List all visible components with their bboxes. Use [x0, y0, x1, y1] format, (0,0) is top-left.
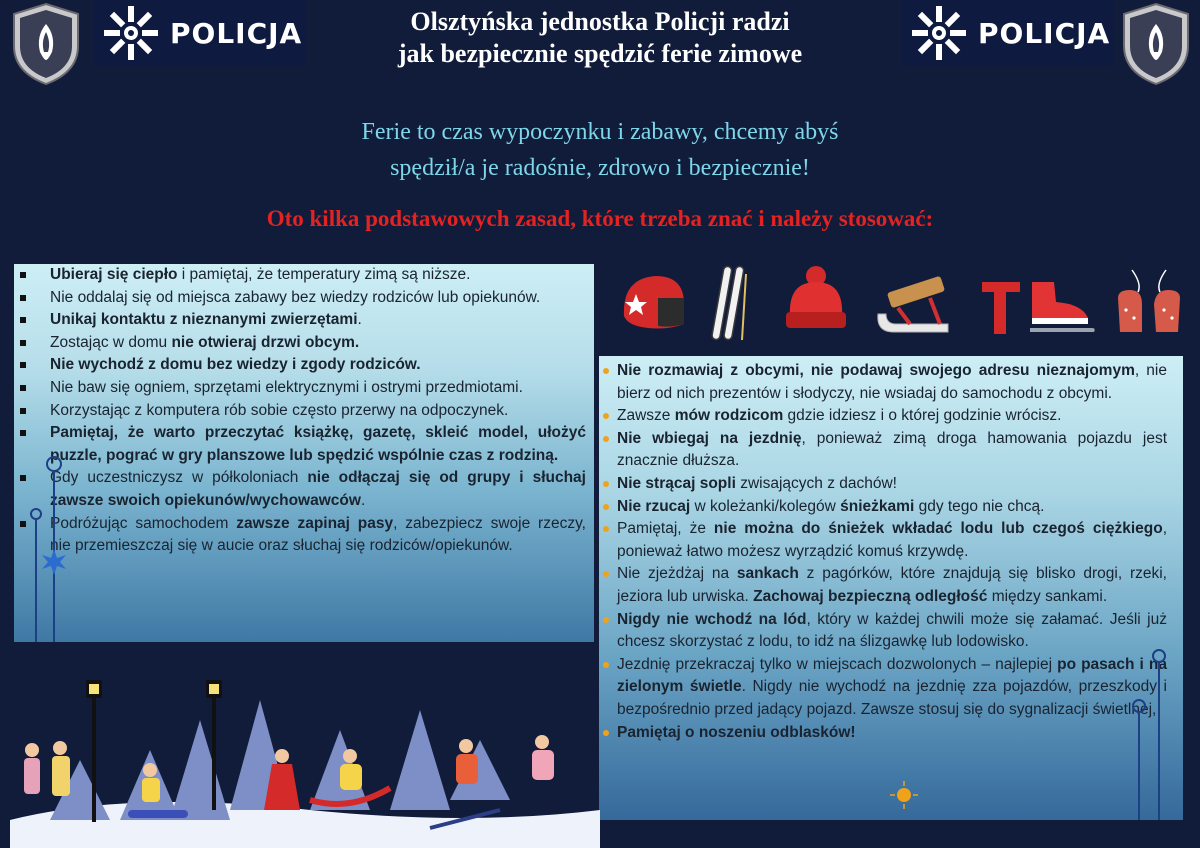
- police-star-icon: [908, 2, 970, 64]
- police-logo-text: POLICJA: [170, 16, 303, 50]
- winter-hat-icon: [780, 264, 852, 334]
- police-logo: [902, 0, 1114, 66]
- rule-text: gdzie idziesz i o której godzinie wrócisz.: [783, 407, 1062, 425]
- rule-text: , ponieważ łatwo możesz wyrządzić komuś krzywdę.: [617, 520, 1167, 560]
- rule-text: Korzystając z komputera rób sobie często przerwy na odpoczynek.: [50, 401, 509, 419]
- rule-text: Gdy uczestniczysz w półkoloniach: [50, 469, 308, 487]
- rule-text: Podróżując samochodem: [50, 514, 237, 532]
- rule-text: między sankami.: [987, 587, 1108, 605]
- rule-item: [617, 473, 1167, 496]
- rule-item: [617, 518, 1167, 563]
- rule-text: , ponieważ zimą droga hamowania pojazdu jest znacznie dłuższa.: [617, 429, 1167, 470]
- rule-item: [617, 609, 1167, 654]
- rule-text: Zawsze: [617, 407, 675, 425]
- police-star-icon: [100, 2, 162, 64]
- police-logo-text: POLICJA: [978, 16, 1111, 50]
- rule-text: , nie bierz od nich prezentów i słodyczy, nie wsiadaj do samochodu z obcymi.: [617, 362, 1167, 402]
- snowflake-decoration: [28, 454, 78, 642]
- right-rules-list: [599, 356, 1183, 744]
- sled-icon: [874, 274, 954, 336]
- rule-text: .: [357, 311, 362, 329]
- rule-item: [617, 405, 1167, 428]
- title-line: jak bezpiecznie spędzić ferie zimowe: [397, 39, 803, 68]
- rule-item: [50, 467, 586, 512]
- rule-text: .: [360, 491, 366, 509]
- rule-text: Jezdnię przekraczaj tylko w miejscach dozwolonych – najlepiej: [617, 655, 1058, 673]
- rule-emphasis: Nie rozmawiaj z obcymi, nie podawaj swojego adresu nieznajomym: [617, 362, 1135, 379]
- rules-heading: Oto kilka podstawowych zasad, które trzeba znać i należy stosować:: [266, 206, 934, 231]
- rule-text: w koleżanki/kolegów: [690, 497, 841, 515]
- intro-line: spędził/a je radośnie, zdrowo i bezpiecznie!: [390, 155, 810, 181]
- rule-item: [617, 496, 1167, 519]
- police-badge-icon: [1118, 2, 1194, 86]
- rule-item: [617, 654, 1167, 722]
- title-line: Olsztyńska jednostka Policji radzi: [410, 7, 790, 36]
- rule-item: [50, 287, 586, 310]
- rule-item: [50, 332, 586, 355]
- rule-emphasis: zawsze zapinaj pasy: [236, 514, 394, 532]
- rule-item: [50, 264, 586, 287]
- rule-text: i pamiętaj, że temperatury zimą są niższe.: [177, 266, 471, 283]
- rule-item: [50, 513, 586, 558]
- rule-item: [50, 354, 586, 377]
- rule-text: gdy tego nie chcą.: [914, 497, 1045, 515]
- rule-emphasis: śnieżkami: [840, 497, 915, 515]
- intro-line: Ferie to czas wypoczynku i zabawy, chcemy abyś: [361, 119, 839, 145]
- winter-icons-row: [612, 262, 1192, 342]
- rule-emphasis: nie odłączaj się od grupy i słuchaj zawsze swoich opiekunów/wychowawców: [50, 469, 586, 509]
- rule-text: Zostając w domu: [50, 333, 172, 351]
- rule-emphasis: Nie wychodź z domu bez wiedzy i zgody rodziców.: [50, 356, 421, 374]
- snowflake-decoration: [1119, 646, 1179, 820]
- rule-emphasis: Nie wbiegaj na jezdnię: [617, 429, 802, 447]
- rule-emphasis: sankach: [736, 565, 799, 583]
- rule-emphasis: nie otwieraj drzwi obcym.: [171, 333, 360, 351]
- rule-emphasis: Nigdy nie wchodź na lód: [617, 610, 807, 628]
- rule-text: z pagórków, które znajdują się blisko drogi, rzeki, jeziora lub urwiska.: [617, 565, 1167, 605]
- rule-text: zwisających z dachów!: [735, 474, 897, 492]
- rule-item: [50, 422, 586, 467]
- rule-emphasis: Zachowaj bezpieczną odległość: [753, 587, 988, 605]
- rule-item: [50, 377, 586, 400]
- rule-emphasis: mów rodzicom: [674, 407, 784, 425]
- left-rules-panel: [14, 264, 594, 642]
- rule-emphasis: Ubieraj się ciepło: [50, 266, 178, 283]
- rule-text: Nie baw się ogniem, sprzętami elektrycznymi i ostrymi przedmiotami.: [50, 378, 523, 396]
- rule-text: , zabezpiecz swoje rzeczy, nie przemieszczaj się w aucie oraz słuchaj się rodziców/opiekunów.: [50, 514, 586, 555]
- rule-text: . Nigdy nie wychodź na jezdnię zza pojazdów, przeszkody i bezpośrednio przed jadący pojazd. Zawsze stosuj się do sygnalizacji świetlnej,: [617, 678, 1167, 718]
- intro-text: [250, 114, 950, 186]
- helmet-icon: [618, 270, 688, 334]
- police-logo: [94, 0, 306, 66]
- rule-item: [617, 360, 1167, 405]
- rule-item: [50, 309, 586, 332]
- sun-icon: [889, 780, 919, 810]
- page-title: [300, 6, 900, 70]
- scarf-icon: [976, 276, 1026, 338]
- rule-item: [50, 400, 586, 423]
- snowflake-icon: [42, 549, 66, 575]
- rule-emphasis: Pamiętaj o noszeniu odblasków!: [617, 723, 856, 741]
- mittens-icon: [1112, 266, 1186, 338]
- rule-item: [617, 563, 1167, 608]
- rule-text: Nie zjeżdżaj na: [617, 565, 737, 583]
- rule-emphasis: Unikaj kontaktu z nieznanymi zwierzętami: [50, 311, 358, 329]
- police-badge-icon: [8, 2, 84, 86]
- winter-scene-illustration: [10, 660, 600, 848]
- rule-text: Nie oddalaj się od miejsca zabawy bez wiedzy rodziców lub opiekunów.: [50, 288, 541, 306]
- rule-emphasis: po pasach i na zielonym świetle: [617, 655, 1167, 696]
- rule-text: , który w każdej chwili może się załamać. Jeśli już chcesz skorzystać z lodu, to idź na ślizgawkę lub lodowisko.: [617, 610, 1167, 651]
- rule-item: [617, 428, 1167, 473]
- rule-emphasis: Nie rzucaj: [617, 497, 691, 515]
- rule-text: Pamiętaj, że: [617, 520, 714, 538]
- rule-emphasis: Nie strącaj sopli: [617, 474, 736, 492]
- skis-icon: [708, 262, 758, 342]
- rule-emphasis: Pamiętaj, że warto przeczytać książkę, gazetę, skleić model, ułożyć puzzle, pograć w gry planszowe lub spędzić wspólnie czas z rodziną.: [50, 424, 586, 464]
- left-rules-list: [14, 264, 594, 558]
- right-rules-panel: [599, 356, 1183, 820]
- rule-item: [617, 722, 1167, 745]
- ice-skate-icon: [1022, 278, 1098, 336]
- rule-emphasis: nie można do śnieżek wkładać lodu lub czegoś ciężkiego: [713, 520, 1163, 538]
